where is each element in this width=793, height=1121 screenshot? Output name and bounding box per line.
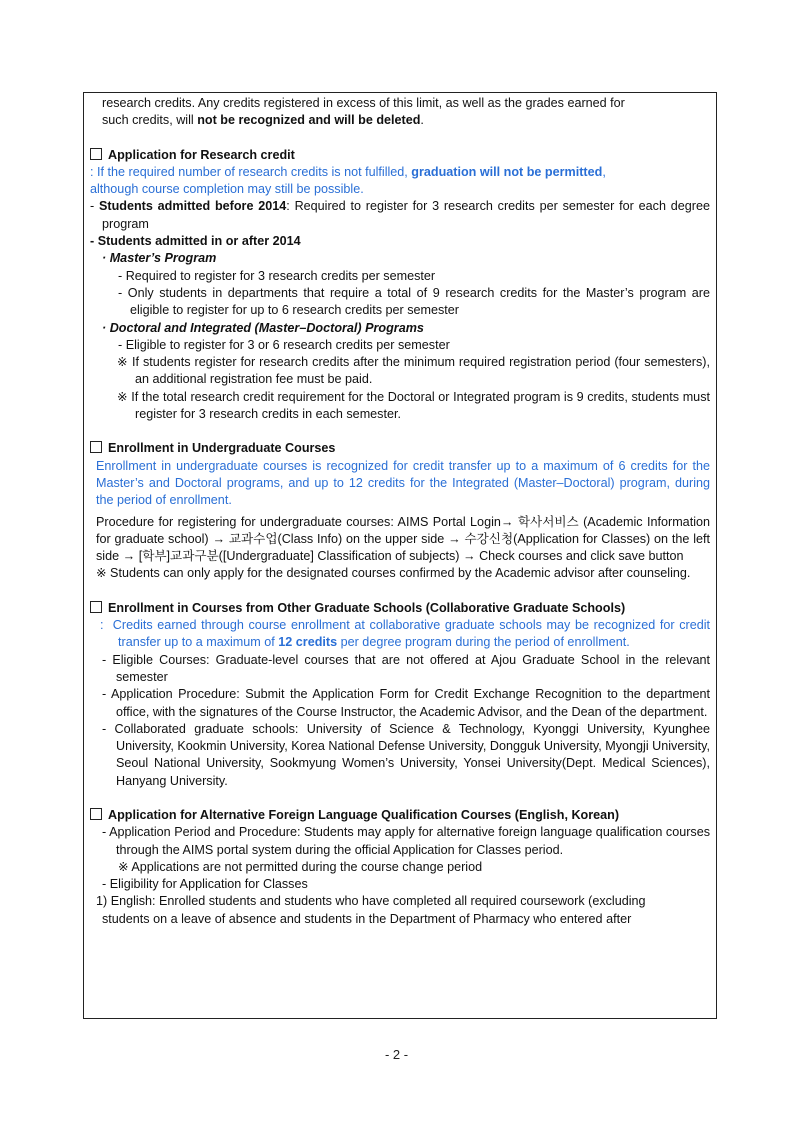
after-2014-heading: - Students admitted in or after 2014 bbox=[90, 234, 301, 249]
doctoral-program-title: · Doctoral and Integrated (Master–Doctoral) Programs bbox=[102, 320, 424, 335]
foreign-lang-heading: Application for Alternative Foreign Language Qualification Courses (English, Korean) bbox=[90, 807, 710, 824]
checkbox-square-icon bbox=[90, 441, 102, 453]
checkbox-square-icon bbox=[90, 601, 102, 613]
research-credit-note-2: although course completion may still be possible. bbox=[90, 182, 364, 197]
intro-line-1: research credits. Any credits registered in excess of this limit, as well as the grades earned for bbox=[102, 96, 625, 110]
before-2014-rule: - Students admitted before 2014: Required to register for 3 research credits per semester for each degree program bbox=[90, 199, 710, 231]
foreign-lang-english-2: students on a leave of absence and students in the Department of Pharmacy who entered after bbox=[102, 911, 632, 926]
undergrad-procedure: Procedure for registering for undergraduate courses: AIMS Portal Login→ 학사서비스 (Academic Information for graduate school) → 교과수업(Class Info) on the upper side → 수강신청(Application for Classes) on the left side → [학부]교과구분([Undergraduate] Classification of subjects) → Check courses and click save button bbox=[96, 514, 710, 564]
doctoral-note: ※ If students register for research credits after the minimum required registration period (four semesters), an additional registration fee must be paid. bbox=[117, 355, 710, 387]
other-schools-heading: Enrollment in Courses from Other Graduate Schools (Collaborative Graduate Schools) bbox=[90, 600, 710, 617]
doctoral-note: ※ If the total research credit requirement for the Doctoral or Integrated program is 9 credits, students must register for 3 research credits in each semester. bbox=[117, 389, 710, 422]
undergrad-heading: Enrollment in Undergraduate Courses bbox=[90, 440, 710, 457]
other-schools-item: - Collaborated graduate schools: University of Science & Technology, Kyonggi University, Kyunghee University, Kookmin University, Korea National Defense University, Dongguk University, Myongji University, Seoul National University, Sookmyung Women’s University, Yonsei University(Dept. Medical Sciences), Hanyang University. bbox=[102, 721, 710, 788]
checkbox-square-icon bbox=[90, 808, 102, 820]
undergrad-note: ※ Students can only apply for the designated courses confirmed by the Academic advisor after counseling. bbox=[96, 566, 691, 581]
undergrad-credit-limit: Enrollment in undergraduate courses is recognized for credit transfer up to a maximum of 6 credits for the Master’s and Doctoral programs, and up to 12 credits for the Integrated (Master–Doctoral) program, during the period of enrollment. bbox=[96, 458, 710, 508]
content-frame bbox=[83, 92, 717, 1019]
doctoral-item: - Eligible to register for 3 or 6 research credits per semester bbox=[118, 337, 450, 352]
other-schools-item: - Application Procedure: Submit the Application Form for Credit Exchange Recognition to the department office, with the signatures of the Course Instructor, the Academic Advisor, and the Dean of the department. bbox=[102, 687, 710, 719]
checkbox-square-icon bbox=[90, 148, 102, 160]
research-credit-heading: Application for Research credit bbox=[90, 147, 710, 164]
foreign-lang-eligibility: - Eligibility for Application for Classes bbox=[102, 877, 308, 892]
page-number: - 2 - bbox=[384, 1047, 409, 1062]
intro-line-2: such credits, will not be recognized and will be deleted. bbox=[102, 113, 424, 128]
masters-program-title: · Master’s Program bbox=[102, 251, 217, 266]
other-schools-item: - Eligible Courses: Graduate-level courses that are not offered at Ajou Graduate School in the relevant semester bbox=[102, 652, 710, 684]
masters-item: - Required to register for 3 research credits per semester bbox=[118, 268, 436, 283]
research-credit-note: : If the required number of research credits is not fulfilled, graduation will not be permitted, bbox=[90, 164, 606, 179]
deletion-warning: not be recognized and will be deleted bbox=[197, 113, 421, 128]
foreign-lang-english-1: 1) English: Enrolled students and students who have completed all required coursework (excluding bbox=[96, 894, 646, 909]
other-schools-credit-limit: : Credits earned through course enrollment at collaborative graduate schools may be recognized for credit transfer up to a maximum of 12 credits per degree program during the period of enrollment. bbox=[100, 618, 710, 650]
foreign-lang-period: - Application Period and Procedure: Students may apply for alternative foreign language qualification courses through the AIMS portal system during the official Application for Classes period. bbox=[102, 825, 710, 857]
masters-item: - Only students in departments that require a total of 9 research credits for the Master’s program are eligible to register for up to 6 research credits per semester bbox=[118, 285, 710, 318]
foreign-lang-period-note: ※ Applications are not permitted during the course change period bbox=[118, 859, 483, 874]
